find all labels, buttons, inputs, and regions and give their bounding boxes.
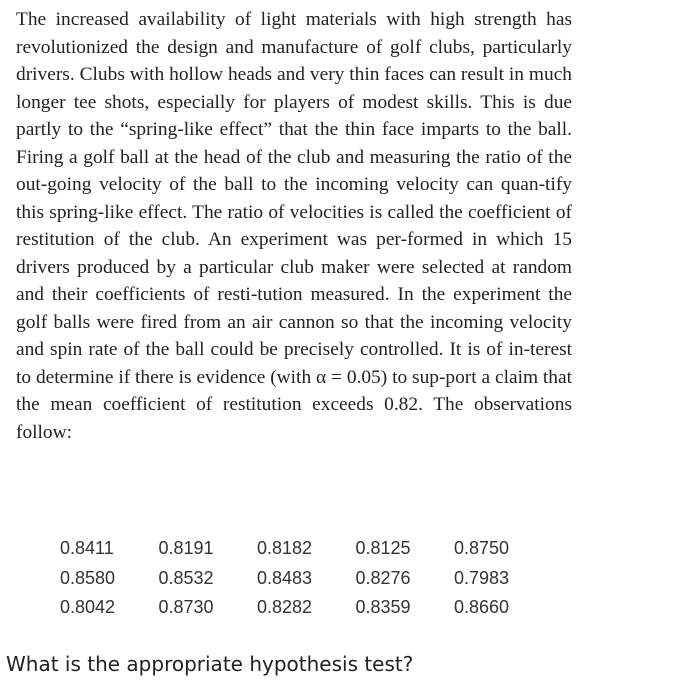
table-row: [60, 593, 553, 623]
observations-table: [60, 534, 553, 623]
observation-value: 0.8660: [454, 597, 510, 618]
observation-value: 0.8191: [158, 538, 214, 559]
observation-value: 0.8532: [158, 567, 214, 588]
observation-value: 0.8483: [257, 567, 313, 588]
observation-value: 0.8276: [355, 567, 411, 588]
observation-value: 0.8042: [60, 597, 116, 618]
observation-value: 0.8730: [158, 597, 214, 618]
observation-value: 0.8359: [355, 597, 411, 618]
problem-paragraph: The increased availability of light materials with high strength has revolutionized the design and manufacture of golf clubs, particularly drivers. Clubs with hollow heads and very thin faces can result in much longer tee shots, especially for players of modest skills. This is due partly to the “spring-like effect” that the thin face imparts to the ball. Firing a golf ball at the head of the club and measuring the ratio of the out-going velocity of the ball to the incoming velocity can quan-tify this spring-like effect. The ratio of velocities is called the coefficient of restitution of the club. An experiment was per-formed in which 15 drivers produced by a particular club maker were selected at random and their coefficients of resti-tution measured. In the experiment the golf balls were fired from an air cannon so that the incoming velocity and spin rate of the ball could be precisely controlled. It is of in-terest to determine if there is evidence (with α = 0.05) to sup-port a claim that the mean coefficient of restitution exceeds 0.82. The observations follow:: [16, 9, 572, 443]
observation-value: 0.8580: [60, 567, 116, 588]
observation-value: 0.7983: [454, 567, 510, 588]
observation-value: 0.8411: [60, 538, 114, 559]
observation-value: 0.8282: [257, 597, 313, 618]
question-prompt: What is the appropriate hypothesis test?: [6, 652, 414, 676]
observation-value: 0.8182: [257, 538, 313, 559]
table-row: [60, 534, 553, 564]
observation-value: 0.8125: [355, 538, 411, 559]
observation-value: 0.8750: [454, 538, 510, 559]
problem-statement: [16, 6, 572, 446]
table-row: [60, 564, 553, 594]
